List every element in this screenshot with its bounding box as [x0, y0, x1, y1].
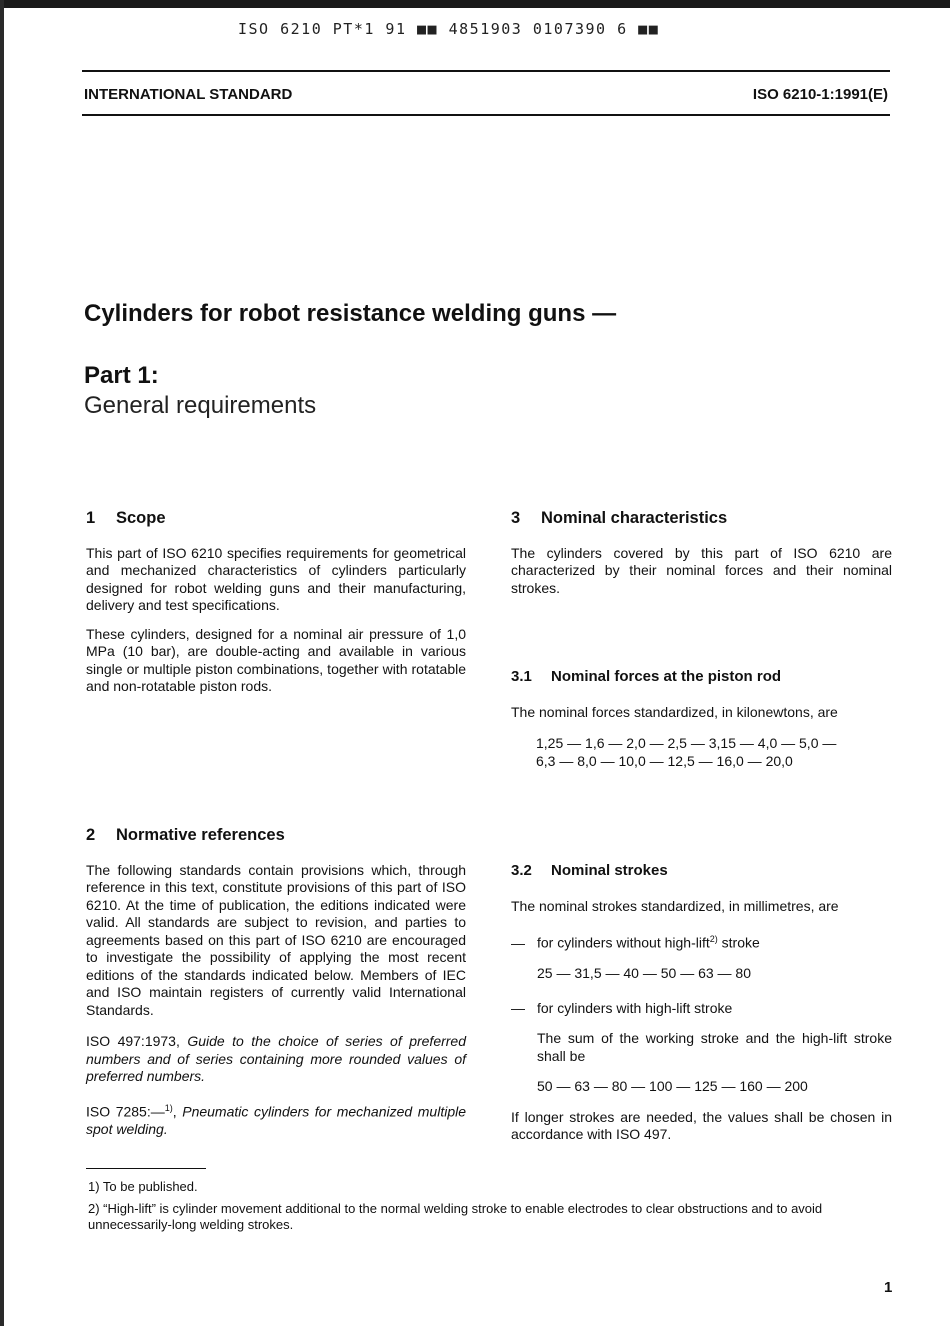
reference-iso-7285: ISO 7285:—$^{1)}$, Pneumatic cylinders for mechanized multiple spot welding.: [86, 1102, 467, 1137]
section-3-1: [511, 668, 892, 770]
header-top-rule: [82, 70, 890, 72]
section-3-2-heading: [511, 862, 892, 880]
section-2-title: Normative references: [116, 826, 285, 844]
section-3-1-heading: [511, 668, 892, 686]
stroke-series-without-high-lift: 25 — 31,5 — 40 — 50 — 63 — 80: [537, 965, 752, 982]
section-3-2: [511, 862, 892, 1144]
section-3-1-paragraph: The nominal forces standardized, in kilonewtons, are: [511, 703, 838, 720]
scan-left-edge: [0, 0, 4, 1326]
section-2-number: 2: [86, 826, 96, 844]
footnote-rule: [86, 1168, 206, 1169]
section-1-heading: [86, 510, 466, 528]
force-series-line-2: 6,3 — 8,0 — 10,0 — 12,5 — 16,0 — 20,0: [536, 752, 793, 769]
section-3-2-paragraph: The nominal strokes standardized, in millimetres, are: [511, 897, 839, 914]
section-2: [86, 827, 466, 1138]
reference-iso-497: ISO 497:1973, Guide to the choice of series of preferred numbers and of series containing more rounded values of preferred numbers.: [86, 1033, 466, 1084]
section-3-heading: [511, 510, 892, 528]
section-3-2-number: 3.2: [511, 862, 532, 879]
section-3-2-last-paragraph: If longer strokes are needed, the values shall be chosen in accordance with ISO 497.: [511, 1108, 892, 1143]
section-3-2-title: Nominal strokes: [551, 862, 668, 879]
header-left: INTERNATIONAL STANDARD: [84, 86, 293, 103]
section-1-number: 1: [86, 509, 96, 527]
footnote-2: 2) “High-lift” is cylinder movement additional to the normal welding stroke to enable electrodes to clear obstructions and to avoid unnecessarily-long welding strokes.: [88, 1201, 823, 1232]
section-3-1-title: Nominal forces at the piston rod: [551, 668, 782, 685]
section-1: [86, 510, 466, 696]
part-label: Part 1:: [84, 362, 159, 389]
section-1-paragraph-1: This part of ISO 6210 specifies requirements for geometrical and mechanized characteristics of cylinders particularly designed for robot welding guns and their manufacturing, delivery and test specifications.: [86, 544, 466, 613]
section-3: [511, 510, 892, 597]
stroke-item-without-high-lift: — for cylinders without high-lift$^{2)}$ stroke: [511, 934, 760, 951]
force-series-line-1: 1,25 — 1,6 — 2,0 — 2,5 — 3,15 — 4,0 — 5,0 —: [536, 735, 837, 751]
section-3-1-number: 3.1: [511, 668, 532, 685]
header-bottom-rule: [82, 114, 890, 116]
section-1-title: Scope: [116, 509, 166, 527]
stroke-item-with-high-lift: — for cylinders with high-lift stroke: [511, 999, 733, 1016]
section-3-number: 3: [511, 509, 521, 527]
scan-top-edge: [0, 0, 950, 8]
section-2-heading: [86, 827, 466, 845]
section-3-title: Nominal characteristics: [541, 509, 728, 527]
stroke-series-with-high-lift: 50 — 63 — 80 — 100 — 125 — 160 — 200: [537, 1078, 808, 1095]
header-right: ISO 6210-1:1991(E): [752, 86, 888, 103]
section-2-paragraph: The following standards contain provisions which, through reference in this text, constitute provisions of this part of ISO 6210. At the time of publication, the editions indicated were valid. All standards are subject to revision, and parties to agreements based on this part of ISO 6210 are encouraged to investigate the possibility of applying the most recent editions of the standards indicated below. Members of IEC and ISO maintain registers of currently valid International Standards.: [86, 861, 466, 1018]
section-1-paragraph-2: These cylinders, designed for a nominal air pressure of 1,0 MPa (10 bar), are double-acting and available in various single or multiple piston combinations, together with rotatable and non-rotatable piston rods.: [86, 625, 466, 694]
section-3-paragraph: The cylinders covered by this part of ISO 6210 are characterized by their nominal forces and their nominal strokes.: [511, 544, 892, 596]
stroke-high-lift-text: The sum of the working stroke and the high-lift stroke shall be: [537, 1030, 892, 1064]
scan-code: ISO 6210 PT*1 91 ■■ 4851903 0107390 6 ■■: [238, 20, 660, 38]
document-subtitle: General requirements: [84, 392, 317, 419]
footnote-1: 1) To be published.: [88, 1179, 198, 1194]
document-title: Cylinders for robot resistance welding guns —: [84, 300, 617, 327]
page-number: 1: [884, 1279, 893, 1296]
footnotes: [88, 1179, 898, 1233]
